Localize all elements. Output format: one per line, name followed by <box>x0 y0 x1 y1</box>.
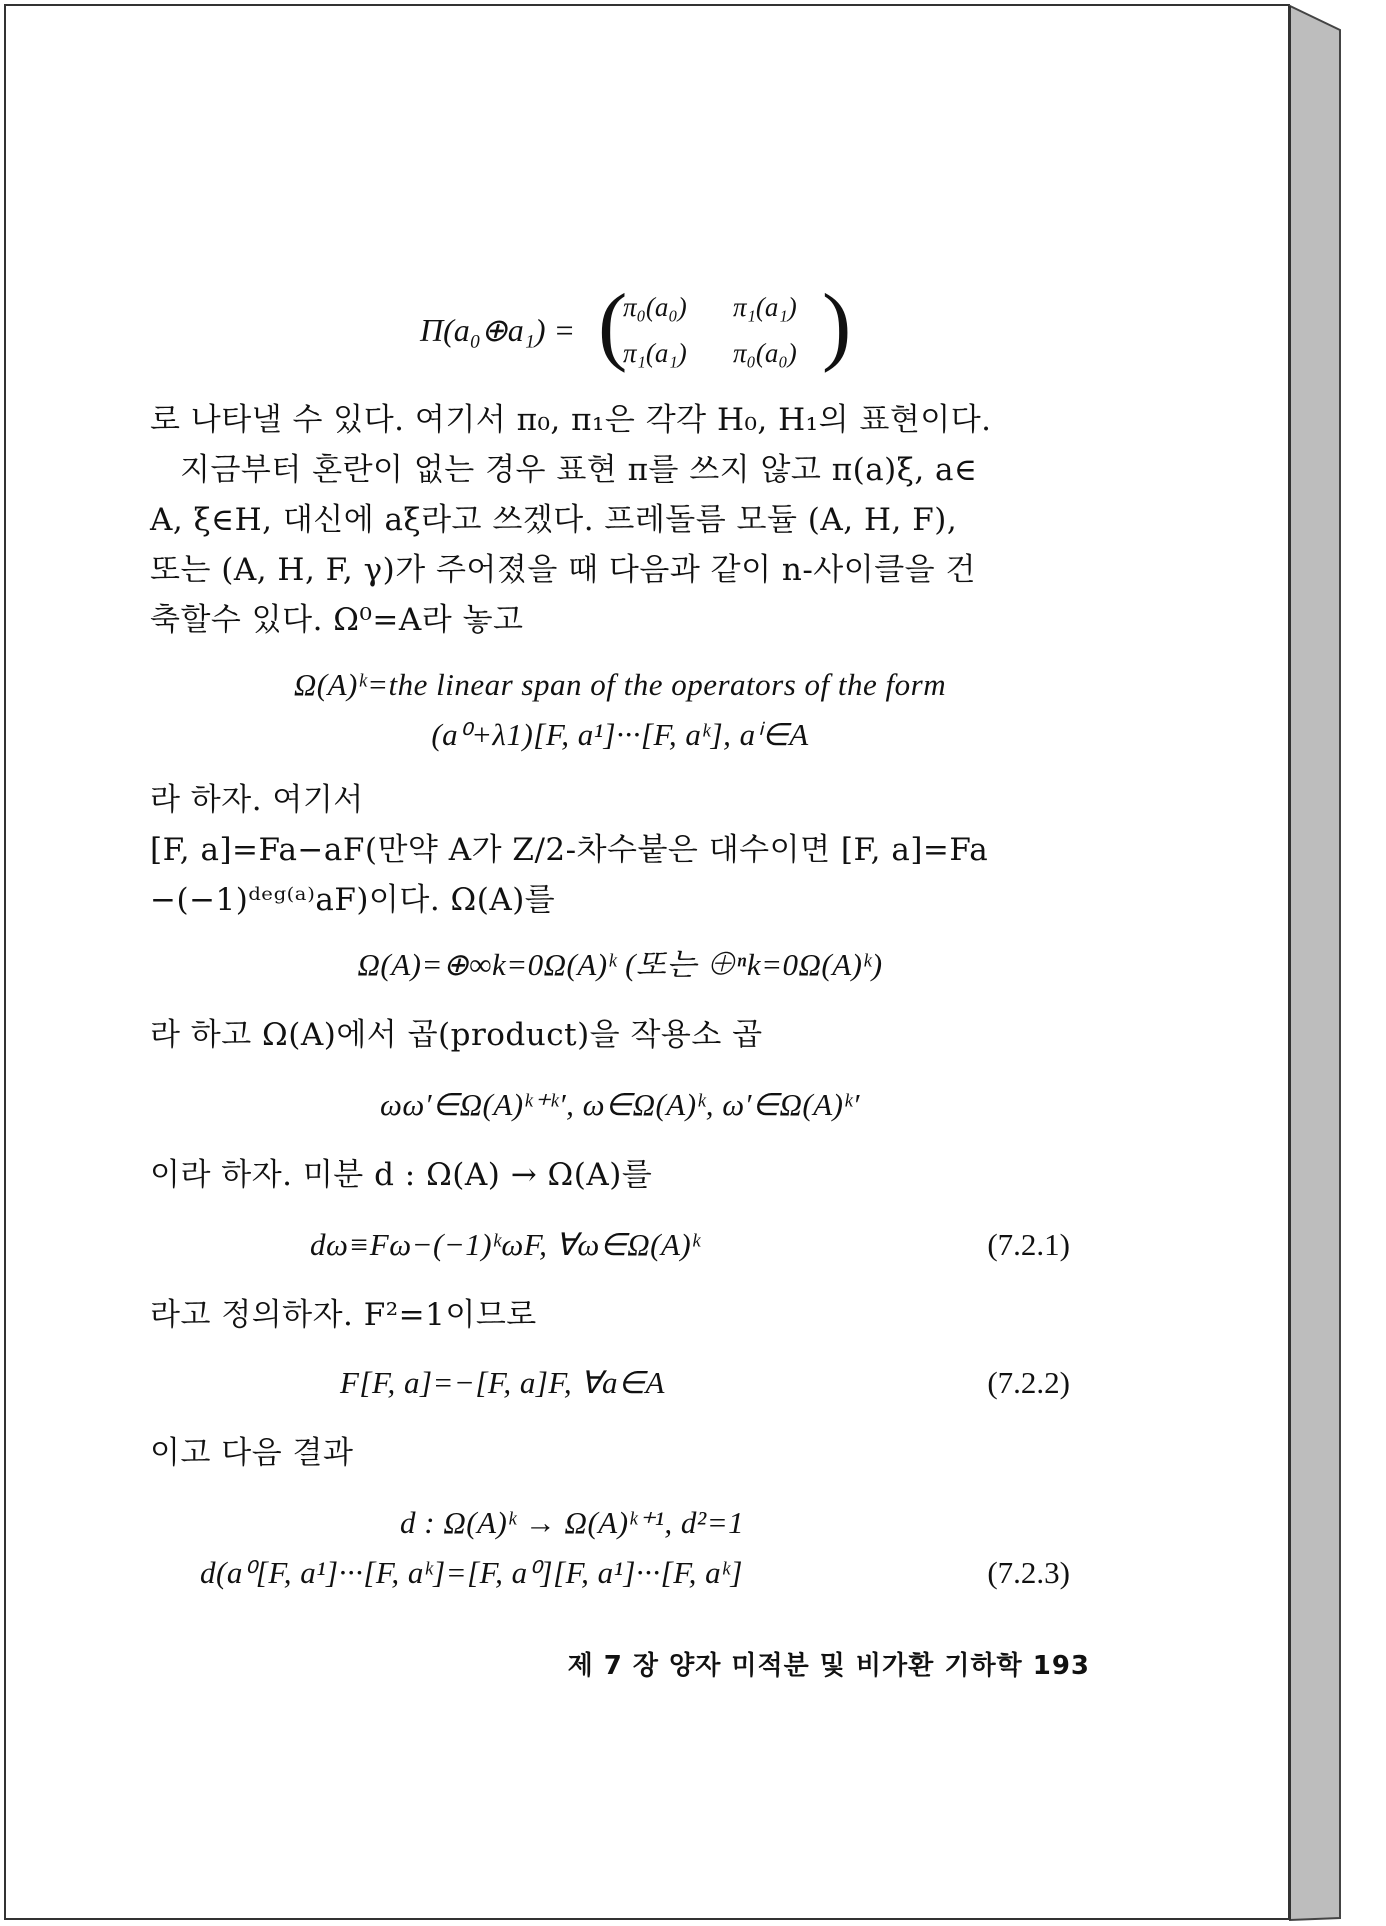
text-line: 라 하자. 여기서 <box>150 782 364 818</box>
text-line: 이라 하자. 미분 d : Ω(A) → Ω(A)를 <box>150 1157 653 1193</box>
product-equation: ωω′∈Ω(A)ᵏ⁺ᵏ′, ω∈Ω(A)ᵏ, ω′∈Ω(A)ᵏ′ <box>380 1087 860 1122</box>
matrix-cell-r1c1: π₀(a₀) <box>623 292 687 322</box>
right-paren: ) <box>822 277 852 374</box>
equation-body: dω≡Fω−(−1)ᵏωF, ∀ω∈Ω(A)ᵏ <box>310 1227 701 1262</box>
equation-number: (7.2.2) <box>987 1365 1070 1400</box>
definition-line-1: Ω(A)ᵏ=the linear span of the operators of the form <box>293 667 947 702</box>
equation-7-2-2 <box>340 1358 1040 1408</box>
matrix-equation <box>420 277 860 380</box>
text-line: 이고 다음 결과 <box>150 1435 354 1471</box>
matrix-cell-r2c1: π₁(a₁) <box>623 338 687 368</box>
text-line: 라 하고 Ω(A)에서 곱(product)을 작용소 곱 <box>150 1017 763 1053</box>
text-line: [F, a]=Fa−aF(만약 A가 Z/2-차수붙은 대수이면 [F, a]=Fa <box>150 832 989 868</box>
matrix-cell-r2c2: π₀(a₀) <box>733 338 797 368</box>
text-line: 라고 정의하자. F²=1이므로 <box>150 1297 537 1333</box>
text-line: 또는 (A, H, F, γ)가 주어졌을 때 다음과 같이 n-사이클을 건 <box>150 552 976 588</box>
equation-number: (7.2.3) <box>987 1555 1070 1590</box>
text-line: A, ξ∈H, 대신에 aξ라고 쓰겠다. 프레돌름 모듈 (A, H, F), <box>150 502 958 538</box>
sum-equation: Ω(A)=⊕∞k=0Ω(A)ᵏ (또는 ⊕ⁿk=0Ω(A)ᵏ) <box>357 947 883 982</box>
equation-body: F[F, a]=−[F, a]F, ∀a∈A <box>340 1365 665 1400</box>
matrix-cell-r1c2: π₁(a₁) <box>733 292 797 322</box>
definition-line-2: (a⁰+λ1)[F, a¹]···[F, aᵏ], aⁱ∈A <box>431 717 809 752</box>
left-paren: ( <box>598 277 628 374</box>
matrix-lhs: Π(a₀⊕a₁) = <box>420 312 576 348</box>
text-line: 로 나타낼 수 있다. 여기서 π₀, π₁은 각각 H₀, H₁의 표현이다. <box>150 402 992 438</box>
equation-7-2-1 <box>310 1220 1070 1270</box>
text-line: 지금부터 혼란이 없는 경우 표현 π를 쓰지 않고 π(a)ξ, a∈ <box>180 452 978 488</box>
text-line: −(−1)ᵈᵉᵍ⁽ᵃ⁾aF)이다. Ω(A)를 <box>150 882 556 918</box>
running-footer: 제 7 장 양자 미적분 및 비가환 기하학 193 <box>567 1651 1090 1681</box>
text-line: 축할수 있다. Ω⁰=A라 놓고 <box>150 602 524 638</box>
equation-7-2-3b: d(a⁰[F, a¹]···[F, aᵏ]=[F, a⁰][F, a¹]···[F, aᵏ] <box>200 1555 743 1590</box>
equation-7-2-3a: d : Ω(A)ᵏ → Ω(A)ᵏ⁺¹, d²=1 <box>400 1505 745 1540</box>
equation-number: (7.2.1) <box>987 1227 1070 1262</box>
